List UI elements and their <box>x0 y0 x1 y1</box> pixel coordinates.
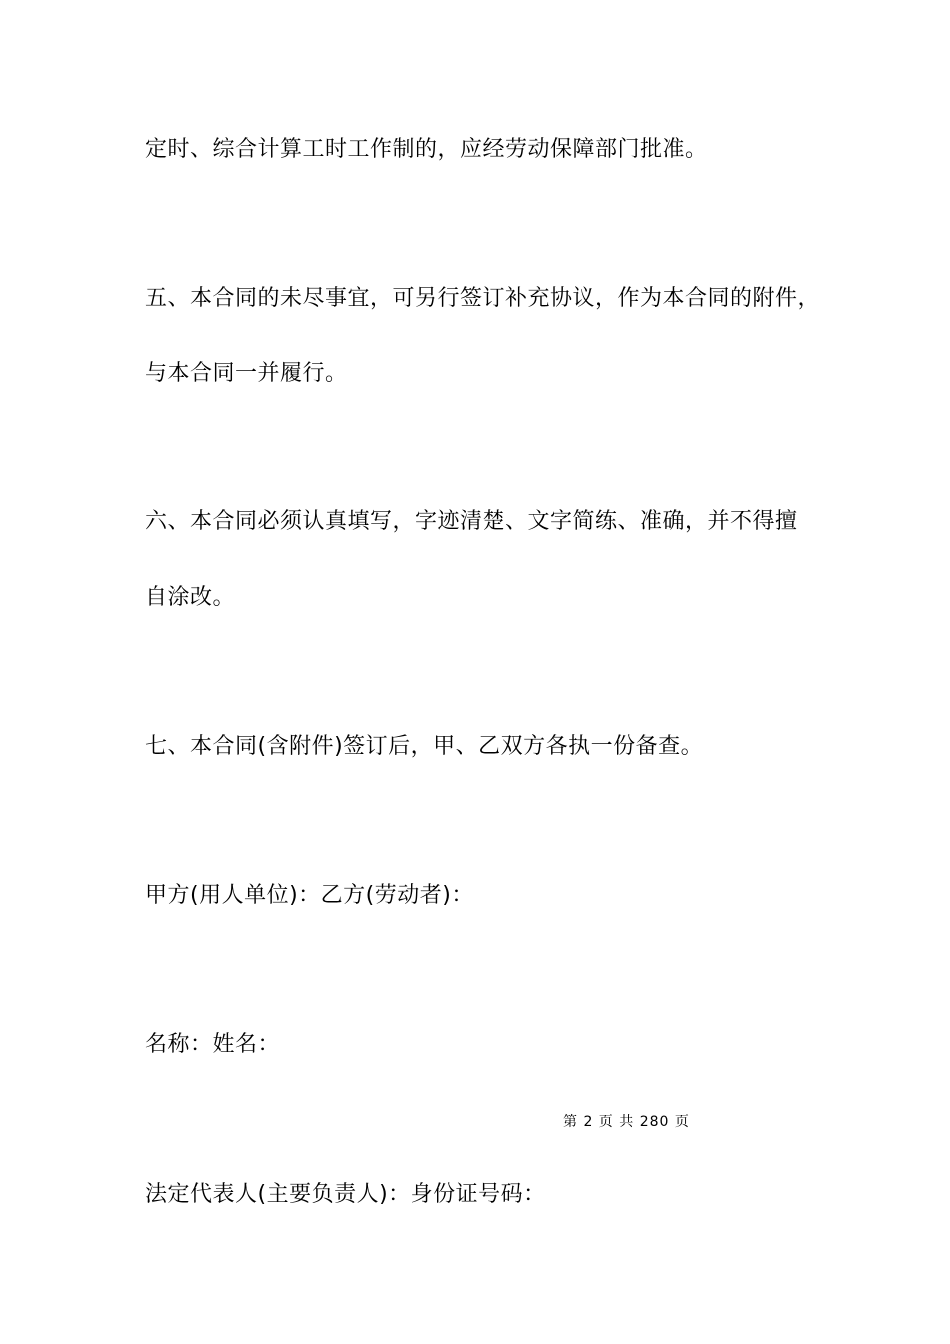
paragraph-line-4: 六、本合同必须认真填写，字迹清楚、文字简练、准确，并不得擅 <box>145 509 798 534</box>
page-footer: 第 2 页 共 280 页 <box>563 1114 690 1130</box>
signature-representative-line: 法定代表人(主要负责人)：身份证号码： <box>145 1182 546 1207</box>
paragraph-line-2: 五、本合同的未尽事宜，可另行签订补充协议，作为本合同的附件， <box>145 286 821 311</box>
paragraph-line-6: 七、本合同(含附件)签订后，甲、乙双方各执一份备查。 <box>145 734 704 759</box>
signature-name-line: 名称：姓名： <box>145 1032 281 1057</box>
paragraph-line-3: 与本合同一并履行。 <box>145 361 348 386</box>
paragraph-line-1: 定时、综合计算工时工作制的，应经劳动保障部门批准。 <box>145 137 708 162</box>
paragraph-line-5: 自涂改。 <box>145 585 236 610</box>
signature-party-line: 甲方(用人单位)：乙方(劳动者)： <box>145 883 474 908</box>
